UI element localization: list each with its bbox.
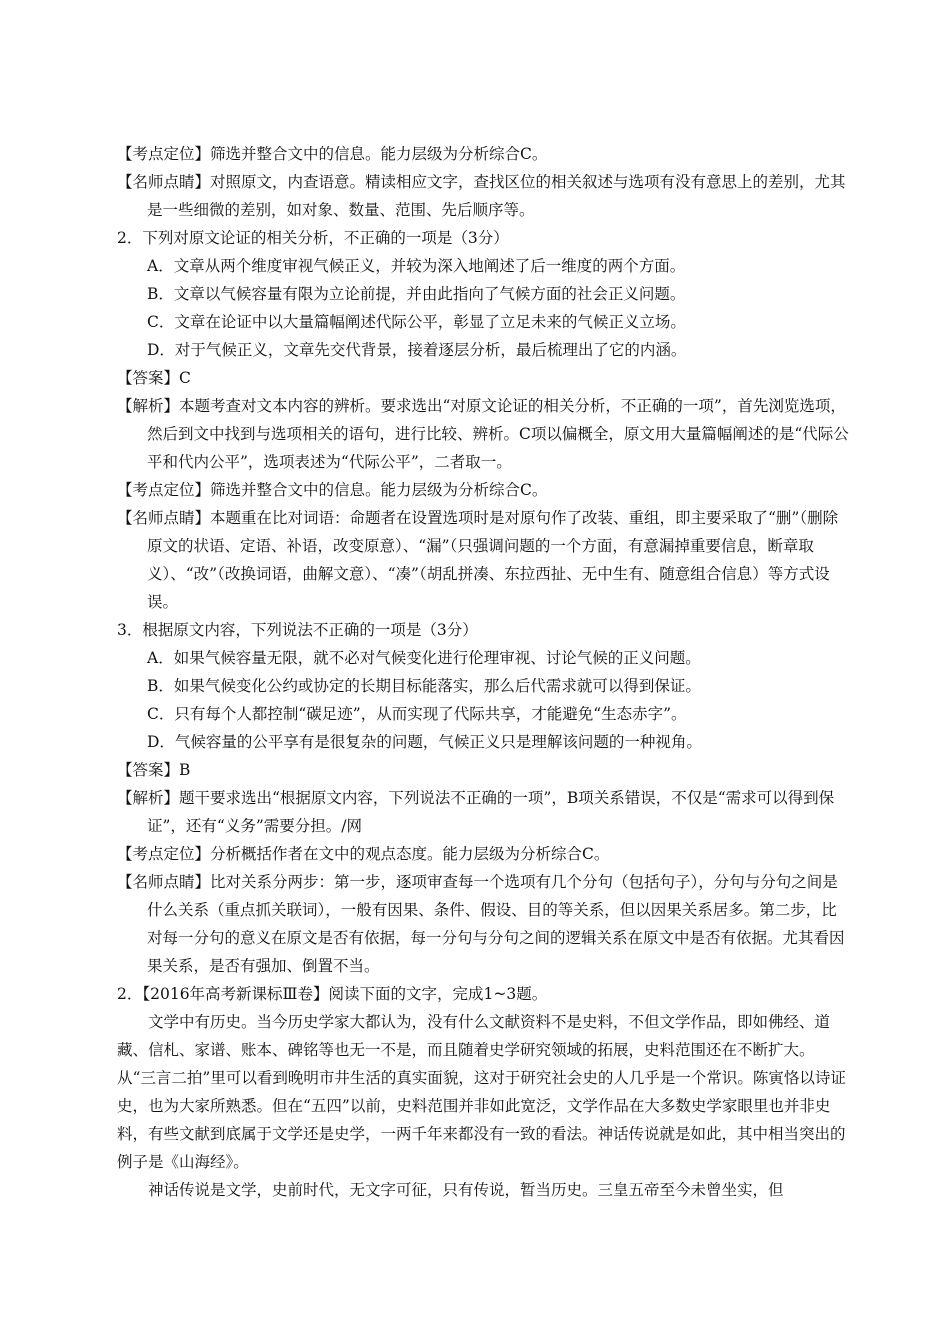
paragraph-20: 【名师点睛】比对关系分两步：第一步，逐项审查每一个选项有几个分句（包括句子），分句与分句之间是什么关系（重点抓关联词），一般有因果、条件、假设、目的等关系，但以因果关系居多。第二步，比对每一分句的意义在原文是否有依据，每一分句与分句之间的逻辑关系在原文中是否有依据。尤其看因果关系，是否有强加、倒置不当。 [117, 873, 845, 975]
paragraph-1: 【考点定位】筛选并整合文中的信息。能力层级为分析综合C。 [117, 145, 548, 163]
paragraph-14: B．如果气候变化公约或协定的长期目标能落实，那么后代需求就可以得到保证。 [147, 677, 701, 695]
paragraph-5: B．文章以气候容量有限为立论前提，并由此指向了气候方面的社会正义问题。 [147, 285, 686, 303]
paragraph-7: D．对于气候正义，文章先交代背景，接着逐层分析，最后梳理出了它的内涵。 [147, 341, 687, 359]
paragraph-15: C．只有每个人都控制“碳足迹”，从而实现了代际共享，才能避免“生态赤字”。 [147, 705, 687, 723]
paragraph-22: 文学中有历史。当今历史学家大都认为，没有什么文献资料不是史料，不但文学作品，即如佛经、道藏、信札、家谱、账本、碑铭等也无一不是，而且随着史学研究领域的拓展，史料范围还在不断扩大。从“三言二拍”里可以看到晚明市井生活的真实面貌，这对于研究社会史的人几乎是一个常识。陈寅恪以诗证史，也为大家所熟悉。但在“五四”以前，史料范围并非如此宽泛，文学作品在大多数史学家眼里也并非史料，有些文献到底属于文学还是史学，一两千年来都没有一致的看法。神话传说就是如此，其中相当突出的例子是《山海经》。 [117, 1013, 846, 1171]
paragraph-13: A．如果气候容量无限，就不必对气候变化进行伦理审视、讨论气候的正义问题。 [147, 649, 701, 667]
paragraph-11: 【名师点睛】本题重在比对词语：命题者在设置选项时是对原句作了改装、重组，即主要采取了“删”（删除原文的状语、定语、补语，改变原意）、“漏”（只强调问题的一个方面，有意漏掉重要信息，断章取义）、“改”（改换词语，曲解文意）、“凑”（胡乱拼凑、东拉西扯、无中生有、随意组合信息）等方式设误。 [117, 509, 839, 611]
paragraph-19: 【考点定位】分析概括作者在文中的观点态度。能力层级为分析综合C。 [117, 845, 610, 863]
paragraph-23: 神话传说是文学，史前时代，无文字可征，只有传说，暂当历史。三皇五帝至今未曾坐实，但 [148, 1181, 784, 1199]
paragraph-18: 【解析】题干要求选出“根据原文内容，下列说法不正确的一项”，B项关系错误，不仅是“需求可以得到保证”，还有“义务”需要分担。/网 [117, 789, 835, 835]
paragraph-3: 2．下列对原文论证的相关分析，不正确的一项是（3分） [117, 229, 509, 247]
paragraph-17: 【答案】B [117, 761, 191, 779]
paragraph-10: 【考点定位】筛选并整合文中的信息。能力层级为分析综合C。 [117, 481, 548, 499]
paragraph-21: 2．【2016年高考新课标Ⅲ卷】阅读下面的文字，完成1~3题。 [117, 985, 548, 1003]
paragraph-4: A．文章从两个维度审视气候正义，并较为深入地阐述了后一维度的两个方面。 [147, 257, 686, 275]
paragraph-6: C．文章在论证中以大量篇幅阐述代际公平，彰显了立足未来的气候正义立场。 [147, 313, 686, 331]
paragraph-9: 【解析】本题考查对文本内容的辨析。要求选出“对原文论证的相关分析，不正确的一项”，首先浏览选项，然后到文中找到与选项相关的语句，进行比较、辨析。C项以偏概全，原文用大量篇幅阐述的是“代际公平和代内公平”，选项表述为“代际公平”，二者取一。 [117, 397, 849, 471]
document-body [117, 140, 850, 1204]
paragraph-8: 【答案】C [117, 369, 191, 387]
paragraph-16: D．气候容量的公平享有是很复杂的问题，气候正义只是理解该问题的一种视角。 [147, 733, 702, 751]
paragraph-12: 3．根据原文内容，下列说法不正确的一项是（3分） [117, 621, 478, 639]
paragraph-2: 【名师点睛】对照原文，内查语意。精读相应文字，查找区位的相关叙述与选项有没有意思上的差别，尤其是一些细微的差别，如对象、数量、范围、先后顺序等。 [117, 173, 846, 219]
